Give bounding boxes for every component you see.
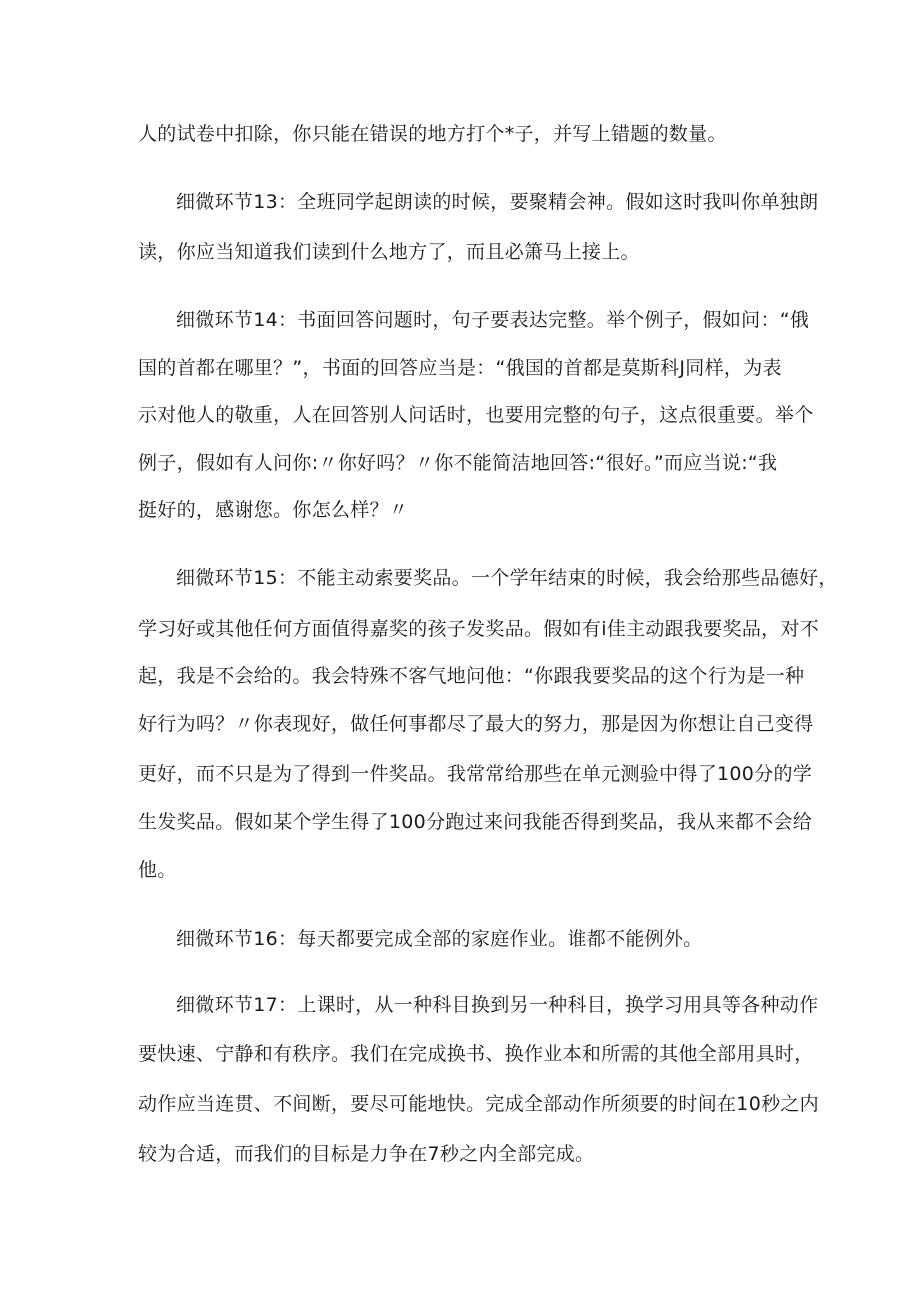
text-line: 国的首都在哪里？”，书面的回答应当是：“俄国的首都是莫斯科J同样，为表 (138, 357, 782, 379)
text-line: 细微环节17：上课时，从一种科目换到另一种科目，换学习用具等各种动作 (176, 994, 819, 1016)
text-line: 生发奖品。假如某个学生得了100分跑过来问我能否得到奖品，我从来都不会给 (138, 811, 813, 833)
text-line: 例子，假如有人问你:〃你好吗？〃你不能简洁地回答:“很好。”而应当说:“我 (138, 452, 778, 474)
text-line: 细微环节15：不能主动索要奖品。一个学年结束的时候，我会给那些品德好， (176, 567, 838, 589)
text-line: 细微环节13：全班同学起朗读的时候，要聚精会神。假如这时我叫你单独朗 (176, 191, 819, 213)
text-line: 细微环节16：每天都要完成全部的家庭作业。谁都不能例外。 (176, 928, 703, 950)
text-line: 读，你应当知道我们读到什么地方了，而且必箫马上接上。 (138, 241, 640, 263)
text-line: 人的试卷中扣除，你只能在错误的地方打个*子，并写上错题的数量。 (138, 123, 727, 145)
text-line: 好行为吗？〃你表现好，做任何事都尽了最大的努力，那是因为你想让自己变得 (138, 713, 814, 735)
text-line: 示对他人的敬重，人在回答别人问话时，也要用完整的句子，这点很重要。举个 (138, 404, 814, 426)
text-line: 要快速、宁静和有秩序。我们在完成换书、换作业本和所需的其他全部用具时， (138, 1043, 814, 1065)
text-line: 挺好的，感谢您。你怎么样？〃 (138, 499, 409, 521)
text-line: 学习好或其他任何方面值得嘉奖的孩子发奖品。假如有i佳主动跟我要奖品，对不 (138, 618, 820, 640)
text-line: 他。 (138, 859, 177, 881)
text-line: 动作应当连贯、不间断，要尽可能地快。完成全部动作所须要的时间在10秒之内 (138, 1093, 819, 1115)
text-line: 起，我是不会给的。我会特殊不客气地问他：“你跟我要奖品的这个行为是一种 (138, 665, 805, 687)
text-line: 较为合适，而我们的目标是力争在7秒之内全部完成。 (138, 1143, 595, 1165)
text-line: 细微环节14：书面回答问题时，句子要表达完整。举个例子，假如问：“俄 (176, 309, 810, 331)
text-line: 更好，而不只是为了得到一件奖品。我常常给那些在单元测验中得了100分的学 (138, 763, 813, 785)
